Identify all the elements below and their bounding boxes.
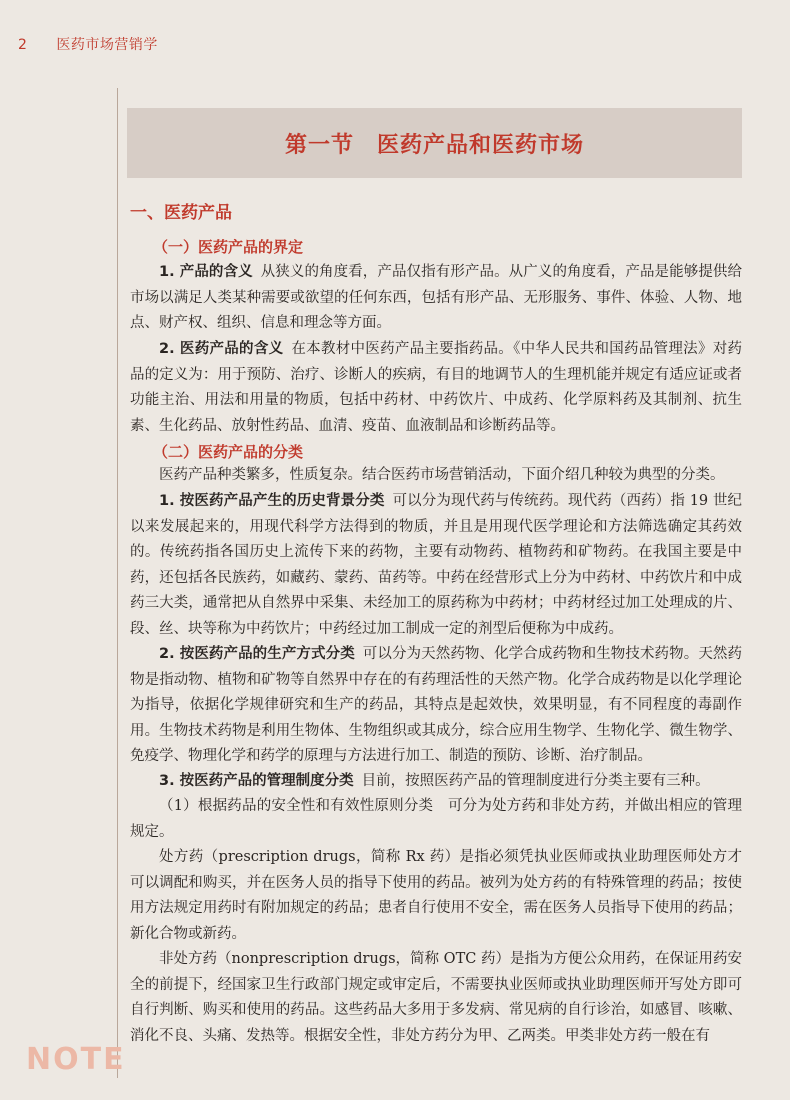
heading-medical-products: 一、医药产品 — [130, 203, 232, 223]
paragraph-lead: 2. 按医药产品的生产方式分类 — [159, 646, 355, 662]
page-number: 2 — [18, 37, 28, 53]
paragraph-product-meaning — [130, 260, 742, 337]
paragraph-medical-product-meaning — [130, 337, 742, 439]
paragraph-production-classification — [130, 642, 742, 770]
paragraph-body: 从狭义的角度看，产品仅指有形产品。从广义的角度看，产品是能够提供给市场以满足人类某种需要或欲望的任何东西，包括有形产品、无形服务、事件、体验、人物、地点、财产权、组织、信息和理念等方面。 — [130, 264, 743, 331]
paragraph-body: 可以分为现代药与传统药。现代药（西药）指 19 世纪以来发展起来的，用现代科学方法得到的物质，并且是用现代医学理论和方法筛选确定其药效的。传统药指各国历史上流传下来的药物，主要有动物药、植物药和矿物药。在我国主要是中药，还包括各民族药，如藏药、蒙药、苗药等。中药在经营形式上分为中药材、中药饮片和中成药三大类，通常把从自然界中采集、未经加工的原药称为中药材；中药材经过加工处理成的片、段、丝、块等称为中药饮片；中药经过加工制成一定的剂型后便称为中成药。 — [130, 493, 742, 637]
paragraph-management-classification — [130, 769, 742, 795]
running-header — [18, 34, 158, 54]
paragraph-classification-intro: 医药产品种类繁多，性质复杂。结合医药市场营销活动，下面介绍几种较为典型的分类。 — [159, 467, 725, 483]
paragraph-prescription-drugs: 处方药（prescription drugs，简称 Rx 药）是指必须凭执业医师或执业助理医师处方才可以调配和购买，并在医务人员的指导下使用的药品。被列为处方药的有特殊管理的药品；按使用方法规定用药时有附加规定的药品；患者自行使用不安全，需在医务人员指导下使用的药品；新化合物或新药。 — [130, 849, 742, 942]
paragraph-safety-classification: （1）根据药品的安全性和有效性原则分类 可分为处方药和非处方药，并做出相应的管理规定。 — [130, 798, 742, 840]
note-margin-label: NOTE — [26, 1042, 126, 1077]
paragraph-lead: 2. 医药产品的含义 — [159, 341, 284, 357]
paragraph-history-classification — [130, 489, 742, 642]
paragraph-lead: 1. 产品的含义 — [159, 264, 253, 280]
subheading-classification: （二）医药产品的分类 — [153, 443, 304, 461]
paragraph-body: 目前，按照医药产品的管理制度进行分类主要有三种。 — [361, 773, 710, 789]
section-title: 第一节 医药产品和医药市场 — [284, 133, 584, 158]
paragraph-otc-drugs: 非处方药（nonprescription drugs，简称 OTC 药）是指为方便公众用药，在保证用药安全的前提下，经国家卫生行政部门规定或审定后，不需要执业医师或执业助理医师开写处方即可自行判断、购买和使用的药品。这些药品大多用于多发病、常见病的自行诊治，如感冒、咳嗽、消化不良、头痛、发热等。根据安全性，非处方药分为甲、乙两类。甲类非处方药一般在有 — [130, 951, 742, 1044]
paragraph-lead: 1. 按医药产品产生的历史背景分类 — [159, 493, 385, 509]
margin-rule — [117, 88, 118, 1078]
paragraph-body: 在本教材中医药产品主要指药品。《中华人民共和国药品管理法》对药品的定义为：用于预防、治疗、诊断人的疾病，有目的地调节人的生理机能并规定有适应证或者功能主治、用法和用量的物质，包括中药材、中药饮片、中成药、化学原料药及其制剂、抗生素、生化药品、放射性药品、血清、疫苗、血液制品和诊断药品等。 — [130, 341, 743, 434]
subheading-definition: （一）医药产品的界定 — [153, 238, 304, 256]
book-title: 医药市场营销学 — [56, 37, 158, 53]
paragraph-body: 可以分为天然药物、化学合成药物和生物技术药物。天然药物是指动物、植物和矿物等自然界中存在的有药理活性的天然产物。化学合成药物是以化学理论为指导，依据化学规律研究和生产的药品，其特点是起效快，效果明显，有不同程度的毒副作用。生物技术药物是利用生物体、生物组织或其成分，综合应用生物学、生物化学、微生物学、免疫学、物理化学和药学的原理与方法进行加工、制造的预防、诊断、治疗制品。 — [130, 646, 742, 764]
paragraph-lead: 3. 按医药产品的管理制度分类 — [159, 773, 354, 789]
